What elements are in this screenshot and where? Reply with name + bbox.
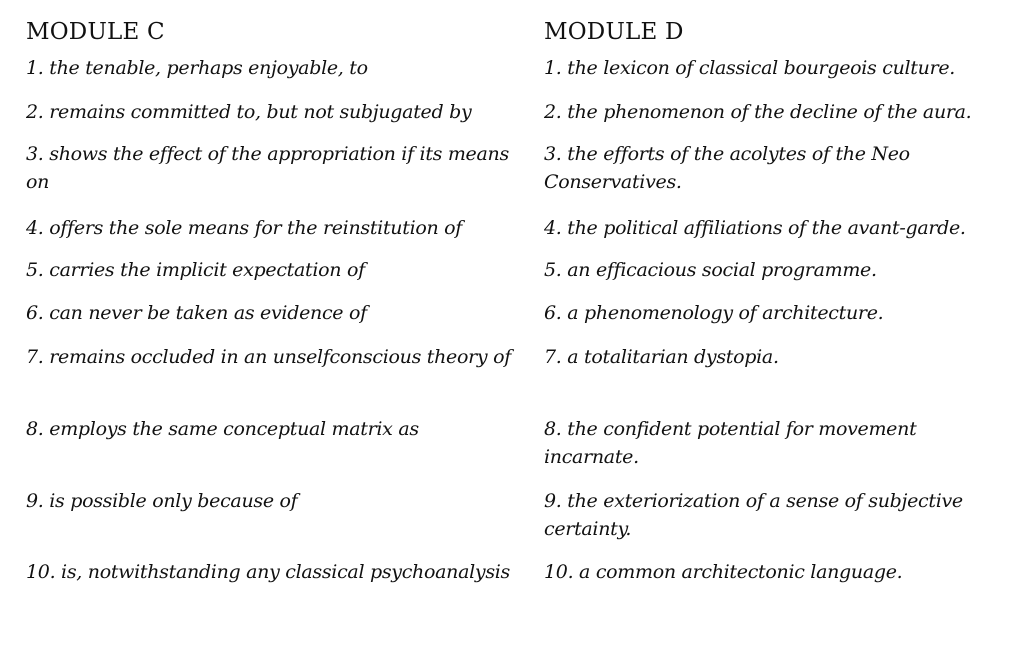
module-d-column <box>544 14 1014 618</box>
module-c-item-8: 8. employs the same conceptual matrix as <box>26 418 419 440</box>
module-d-item-3: 3. the efforts of the acolytes of the Neo Conservatives. <box>544 143 910 193</box>
module-c-item-9: 9. is possible only because of <box>26 490 298 512</box>
module-d-item-8: 8. the confident potential for movement incarnate. <box>544 418 917 468</box>
module-d-item-6: 6. a phenomenology of architecture. <box>544 302 884 324</box>
module-c-item-7: 7. remains occluded in an unselfconscious theory of <box>26 346 511 368</box>
module-c-item-2: 2. remains committed to, but not subjugated by <box>26 101 472 123</box>
module-c-item-10: 10. is, notwithstanding any classical psychoanalysis <box>26 561 511 583</box>
module-c-item-6: 6. can never be taken as evidence of <box>26 302 367 324</box>
module-c-column <box>26 14 521 618</box>
module-c-item-3: 3. shows the effect of the appropriation if its means on <box>26 143 509 193</box>
module-c-title: MODULE C <box>26 19 165 45</box>
module-d-item-1: 1. the lexicon of classical bourgeois culture. <box>544 57 956 79</box>
module-d-list <box>544 54 1014 618</box>
module-c-list <box>26 54 521 618</box>
module-d-item-2: 2. the phenomenon of the decline of the aura. <box>544 101 972 123</box>
module-c-item-5: 5. carries the implicit expectation of <box>26 259 365 281</box>
module-d-item-4: 4. the political affiliations of the avant-garde. <box>544 217 966 239</box>
module-d-title: MODULE D <box>544 19 684 45</box>
module-d-item-7: 7. a totalitarian dystopia. <box>544 346 779 368</box>
module-c-item-4: 4. offers the sole means for the reinstitution of <box>26 217 463 239</box>
module-d-item-5: 5. an efficacious social programme. <box>544 259 877 281</box>
module-d-item-10: 10. a common architectonic language. <box>544 561 903 583</box>
module-c-item-1: 1. the tenable, perhaps enjoyable, to <box>26 57 368 79</box>
module-d-item-9: 9. the exteriorization of a sense of subjective certainty. <box>544 490 963 540</box>
